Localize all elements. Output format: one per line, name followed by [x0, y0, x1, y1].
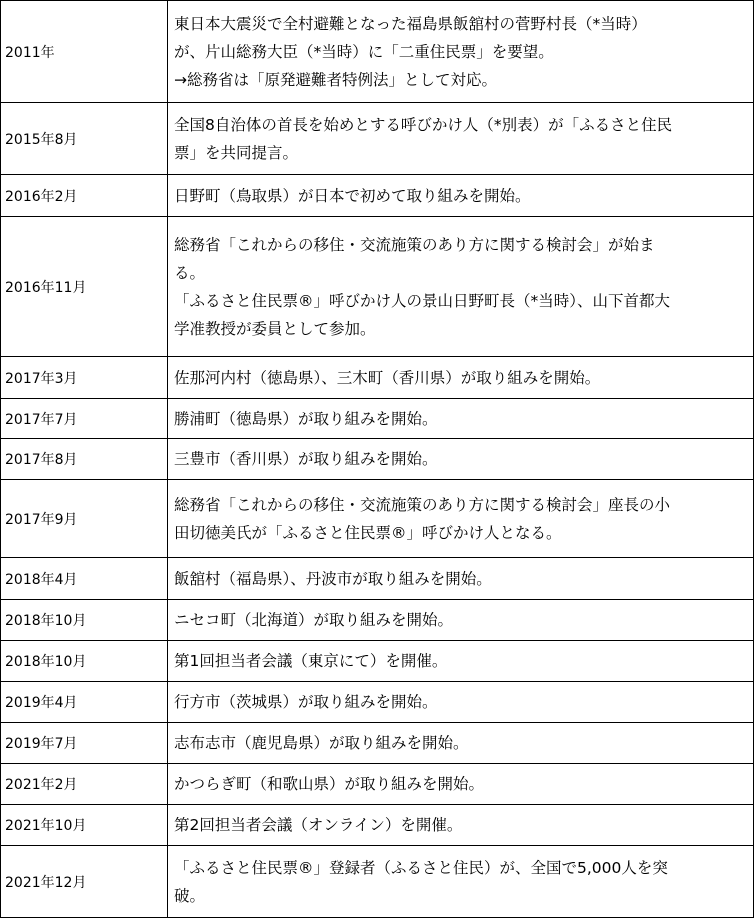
- date-cell: 2018年4月: [1, 558, 168, 600]
- event-cell: [168, 805, 754, 846]
- event-text-line: 第1回担当者会議（東京にて）を開催。: [174, 652, 448, 670]
- event-text-line: 田切徳美氏が「ふるさと住民票®」呼びかけ人となる。: [174, 523, 562, 542]
- timeline-row: [1, 399, 754, 439]
- event-cell: [168, 217, 754, 357]
- date-cell: 2011年: [1, 1, 168, 103]
- date-cell: 2015年8月: [1, 103, 168, 175]
- event-text-line: 全国8自治体の首長を始めとする呼びかけ人（*別表）が「ふるさと住民: [174, 115, 673, 134]
- event-cell: [168, 846, 754, 918]
- event-text-line: →総務省は「原発避難者特例法」として対応。: [174, 70, 497, 89]
- event-cell: [168, 558, 754, 600]
- timeline-row: [1, 641, 754, 682]
- event-text-line: 佐那河内村（徳島県）、三木町（香川県）が取り組みを開始。: [174, 368, 601, 387]
- event-text-line: 総務省「これからの移住・交流施策のあり方に関する検討会」座長の小: [174, 495, 671, 514]
- event-text-line: 「ふるさと住民票®」登録者（ふるさと住民）が、全国で5,000人を突: [174, 858, 668, 877]
- event-text-line: 総務省「これからの移住・交流施策のあり方に関する検討会」が始ま: [174, 235, 655, 254]
- date-cell: 2021年10月: [1, 805, 168, 846]
- event-cell: [168, 103, 754, 175]
- event-cell: [168, 357, 754, 399]
- date-cell: 2017年9月: [1, 480, 168, 558]
- event-text-line: 三豊市（香川県）が取り組みを開始。: [174, 450, 438, 468]
- event-cell: [168, 439, 754, 480]
- date-cell: 2021年12月: [1, 846, 168, 918]
- event-text-line: 学准教授が委員として参加。: [174, 319, 376, 338]
- date-cell: 2017年8月: [1, 439, 168, 480]
- event-cell: [168, 175, 754, 217]
- event-text-line: 飯舘村（福島県）、丹波市が取り組みを開始。: [174, 569, 492, 588]
- date-cell: 2021年2月: [1, 764, 168, 805]
- date-cell: 2017年7月: [1, 399, 168, 439]
- date-cell: 2017年3月: [1, 357, 168, 399]
- event-cell: [168, 764, 754, 805]
- event-cell: [168, 480, 754, 558]
- date-cell: 2019年4月: [1, 682, 168, 723]
- timeline-body: [1, 1, 754, 918]
- event-text-line: 破。: [174, 886, 206, 905]
- date-cell: 2019年7月: [1, 723, 168, 764]
- date-cell: 2016年2月: [1, 175, 168, 217]
- event-text-line: が、片山総務大臣（*当時）に「二重住民票」を要望。: [174, 42, 554, 61]
- timeline-row: [1, 682, 754, 723]
- event-text-line: 日野町（鳥取県）が日本で初めて取り組みを開始。: [174, 186, 531, 205]
- event-cell: [168, 682, 754, 723]
- date-cell: 2018年10月: [1, 600, 168, 641]
- event-cell: [168, 641, 754, 682]
- timeline-row: [1, 600, 754, 641]
- timeline-row: [1, 723, 754, 764]
- event-text-line: 志布志市（鹿児島県）が取り組みを開始。: [174, 734, 469, 752]
- timeline-row: [1, 805, 754, 846]
- event-cell: [168, 1, 754, 103]
- event-text-line: 票」を共同提言。: [174, 143, 299, 162]
- timeline-row: [1, 764, 754, 805]
- event-text-line: 行方市（茨城県）が取り組みを開始。: [174, 693, 438, 711]
- timeline-row: [1, 439, 754, 480]
- timeline-row: [1, 175, 754, 217]
- event-text-line: かつらぎ町（和歌山県）が取り組みを開始。: [174, 775, 485, 793]
- event-cell: [168, 600, 754, 641]
- timeline-row: [1, 103, 754, 175]
- event-text-line: ニセコ町（北海道）が取り組みを開始。: [174, 611, 454, 629]
- timeline-row: [1, 357, 754, 399]
- event-text-line: 東日本大震災で全村避難となった福島県飯舘村の菅野村長（*当時）: [174, 14, 647, 33]
- date-cell: 2018年10月: [1, 641, 168, 682]
- event-text-line: る。: [174, 263, 206, 282]
- event-cell: [168, 723, 754, 764]
- timeline-row: [1, 1, 754, 103]
- date-cell: 2016年11月: [1, 217, 168, 357]
- timeline-row: [1, 217, 754, 357]
- timeline-row: [1, 480, 754, 558]
- event-cell: [168, 399, 754, 439]
- timeline-row: [1, 558, 754, 600]
- timeline-row: [1, 846, 754, 918]
- event-text-line: 第2回担当者会議（オンライン）を開催。: [174, 816, 463, 834]
- event-text-line: 「ふるさと住民票®」呼びかけ人の景山日野町長（*当時）、山下首都大: [174, 291, 671, 310]
- event-text-line: 勝浦町（徳島県）が取り組みを開始。: [174, 409, 438, 428]
